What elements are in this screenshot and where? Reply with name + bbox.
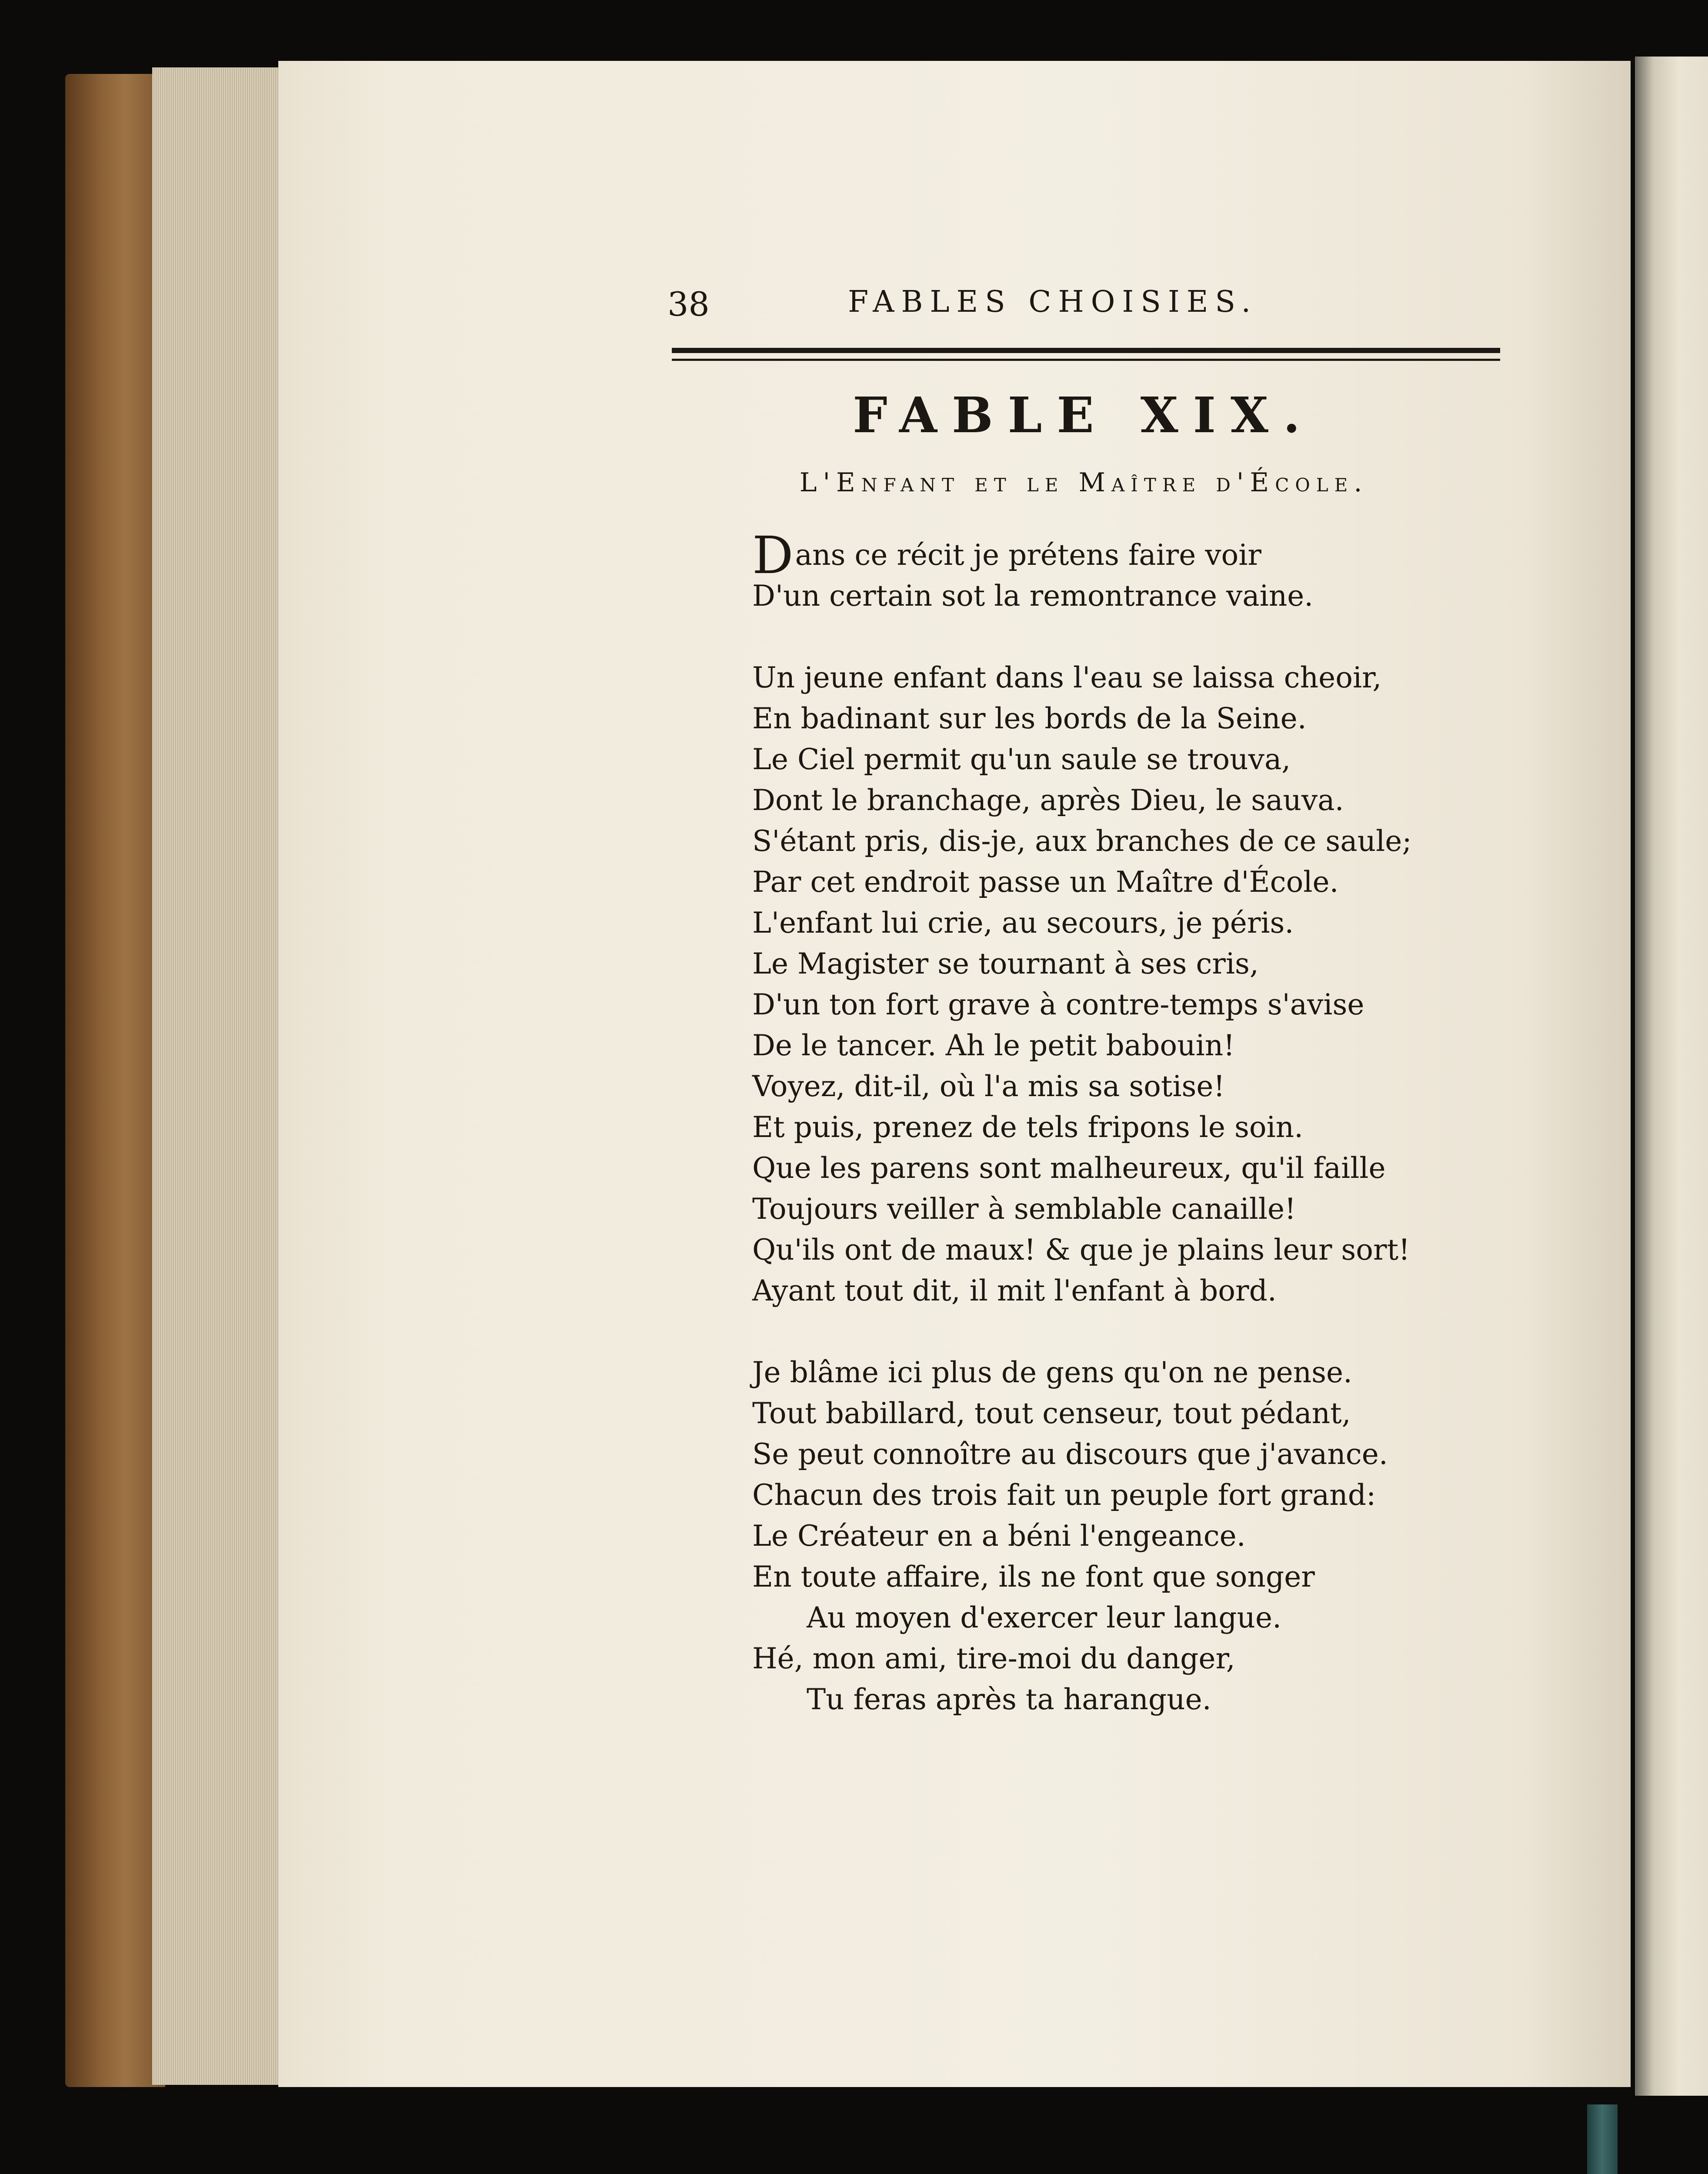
verse-text: Hé, mon ami, tire-moi du danger,	[752, 1642, 1235, 1675]
verse-line	[752, 576, 1544, 617]
verse-text: L'enfant lui crie, au secours, je péris.	[752, 906, 1294, 940]
verse-line	[752, 1189, 1544, 1230]
verse-line	[752, 1352, 1544, 1393]
verse-text: D'un ton fort grave à contre-temps s'avise	[752, 988, 1364, 1021]
verse-text: Se peut connoître au discours que j'avance.	[752, 1437, 1388, 1471]
verse-text: Au moyen d'exercer leur langue.	[807, 1601, 1282, 1634]
page-number: 38	[667, 285, 710, 323]
verse-text: Voyez, dit-il, où l'a mis sa sotise!	[752, 1070, 1225, 1103]
verse-line	[752, 1066, 1544, 1107]
verse-line	[752, 1025, 1544, 1066]
verse-line	[752, 1679, 1544, 1720]
running-head: FABLES CHOISIES.	[848, 285, 1258, 319]
verse-text: Un jeune enfant dans l'eau se laissa cheoir,	[752, 661, 1382, 694]
verse-text: Tout babillard, tout censeur, tout pédant,	[752, 1397, 1351, 1430]
verse-text: S'étant pris, dis-je, aux branches de ce saule;	[752, 824, 1412, 858]
fable-subtitle: L'Enfant et le Maître d'École.	[799, 467, 1368, 498]
verse-text: ans ce récit je prétens faire voir	[795, 538, 1261, 572]
verse-text: Le Créateur en a béni l'engeance.	[752, 1519, 1246, 1553]
verse-text: Dont le branchage, après Dieu, le sauva.	[752, 784, 1344, 817]
verse-text: En badinant sur les bords de la Seine.	[752, 702, 1307, 735]
leather-cover	[65, 74, 165, 2087]
verse-text: Je blâme ici plus de gens qu'on ne pense.	[752, 1356, 1353, 1389]
header-rule	[672, 348, 1500, 361]
drop-cap: D	[752, 525, 794, 585]
verse-line	[752, 698, 1544, 739]
poem-body	[752, 525, 1544, 1761]
verse-text: Par cet endroit passe un Maître d'École.	[752, 865, 1339, 899]
verse-text: Et puis, prenez de tels fripons le soin.	[752, 1110, 1304, 1144]
verse-line	[752, 1270, 1544, 1311]
verse-line	[752, 525, 1544, 585]
verse-text: Qu'ils ont de maux! & que je plains leur sort!	[752, 1233, 1410, 1267]
verse-text: Ayant tout dit, il mit l'enfant à bord.	[752, 1274, 1277, 1307]
stanza	[752, 657, 1544, 1311]
fable-title: FABLE XIX.	[853, 387, 1315, 444]
verse-text: Toujours veiller à semblable canaille!	[752, 1192, 1296, 1226]
facing-page	[1635, 57, 1708, 2096]
verse-line	[752, 903, 1544, 944]
verse-line	[752, 1597, 1544, 1638]
verse-text: Le Ciel permit qu'un saule se trouva,	[752, 743, 1291, 776]
bookmark-ribbon	[1587, 2104, 1618, 2174]
verse-text: Le Magister se tournant à ses cris,	[752, 947, 1259, 980]
verse-line	[752, 657, 1544, 698]
verse-line	[752, 1516, 1544, 1557]
verse-line	[752, 984, 1544, 1025]
verse-line	[752, 1475, 1544, 1516]
verse-text: Que les parens sont malheureux, qu'il faille	[752, 1151, 1386, 1185]
verse-text: Tu feras après ta harangue.	[807, 1683, 1211, 1716]
verse-line	[752, 739, 1544, 780]
verse-line	[752, 1107, 1544, 1148]
verse-text: D'un certain sot la remontrance vaine.	[752, 579, 1314, 613]
verse-line	[752, 1638, 1544, 1679]
verse-text: Chacun des trois fait un peuple fort grand:	[752, 1478, 1376, 1512]
verse-line	[752, 780, 1544, 821]
stanza	[752, 525, 1544, 617]
verse-line	[752, 944, 1544, 984]
verse-line	[752, 1148, 1544, 1189]
stanza	[752, 1352, 1544, 1720]
verse-text: De le tancer. Ah le petit babouin!	[752, 1029, 1235, 1062]
verse-line	[752, 1230, 1544, 1270]
verse-line	[752, 821, 1544, 862]
verse-line	[752, 1557, 1544, 1597]
verse-line	[752, 1393, 1544, 1434]
verse-line	[752, 862, 1544, 903]
verse-line	[752, 1434, 1544, 1475]
verse-text: En toute affaire, ils ne font que songer	[752, 1560, 1315, 1594]
page-edges	[152, 67, 283, 2085]
